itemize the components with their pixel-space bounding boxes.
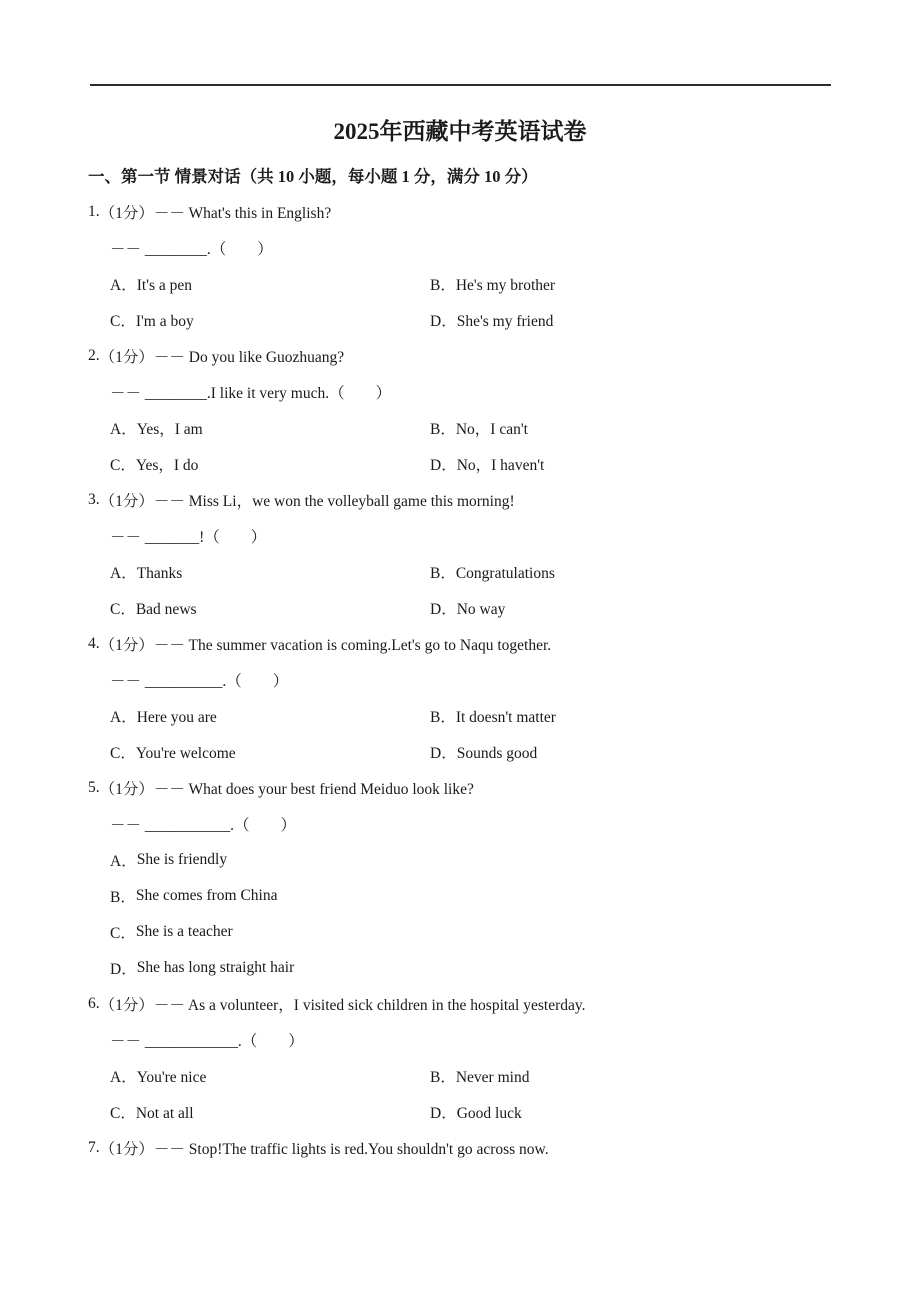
question-stem-line — [88, 1130, 920, 1166]
option-c — [110, 741, 430, 763]
option-c-label: C． — [110, 925, 136, 942]
option-c — [88, 914, 920, 950]
option-c-label: C． — [110, 457, 136, 474]
option-a-text: She is friendly — [136, 851, 228, 868]
page-title: 2025年西藏中考英语试卷 — [333, 119, 587, 144]
option-b-text: It doesn't matter — [455, 709, 556, 726]
question-score: （1分） — [99, 349, 154, 366]
option-d-label: D． — [110, 961, 137, 978]
option-b-label: B． — [430, 277, 456, 294]
question-5 — [88, 770, 920, 986]
option-b — [430, 561, 555, 583]
question-7 — [88, 1130, 920, 1166]
option-c — [110, 597, 430, 619]
option-d-label: D． — [430, 601, 457, 618]
option-d-label: D． — [430, 313, 457, 330]
answer-blank-line — [88, 230, 920, 266]
option-c-text: Yes，I do — [135, 457, 199, 474]
question-stem-line — [88, 626, 920, 662]
answer-blank-line — [88, 518, 920, 554]
question-stem-line — [88, 194, 920, 230]
answer-blank-line — [88, 806, 920, 842]
option-a-label: A． — [110, 565, 137, 582]
top-divider-line — [90, 84, 831, 86]
option-a-text: It's a pen — [136, 277, 193, 294]
option-c-text: She is a teacher — [135, 923, 233, 940]
question-score: （1分） — [99, 205, 154, 222]
question-2 — [88, 338, 920, 482]
question-1 — [88, 194, 920, 338]
option-a — [110, 561, 430, 583]
question-stem: －－ The summer vacation is coming.Let's go to Naqu together. — [153, 637, 552, 654]
option-d-label: D． — [430, 1105, 457, 1122]
option-c — [110, 453, 430, 475]
question-stem: －－ What does your best friend Meiduo look like? — [153, 781, 474, 798]
answer-blank-line — [88, 1022, 920, 1058]
options-row — [88, 410, 920, 446]
question-stem: －－ Miss Li，we won the volleyball game this morning! — [153, 493, 515, 510]
question-number: 1. — [88, 203, 100, 220]
option-b-label: B． — [430, 1069, 456, 1086]
option-b-label: B． — [110, 889, 136, 906]
question-score: （1分） — [99, 997, 154, 1014]
option-b-text: She comes from China — [135, 887, 278, 904]
options-row — [88, 734, 920, 770]
answer-blank: －－ ___________.（ ） — [110, 817, 297, 834]
section-heading: 一、第一节 情景对话（共 10 小题，每小题 1 分，满分 10 分） — [88, 167, 538, 186]
options-row — [88, 698, 920, 734]
question-3 — [88, 482, 920, 626]
option-c-label: C． — [110, 1105, 136, 1122]
option-d — [430, 741, 537, 763]
option-d — [430, 1101, 522, 1123]
question-number: 4. — [88, 635, 100, 652]
option-c-text: Not at all — [135, 1105, 194, 1122]
options-row — [88, 266, 920, 302]
question-stem: －－ What's this in English? — [153, 205, 332, 222]
question-stem-line — [88, 986, 920, 1022]
option-b — [430, 417, 528, 439]
option-a — [110, 705, 430, 727]
option-a-text: Thanks — [136, 565, 183, 582]
questions-list — [88, 194, 920, 1166]
option-c — [110, 1101, 430, 1123]
option-d-text: She has long straight hair — [136, 959, 295, 976]
option-c — [110, 309, 430, 331]
option-b — [430, 273, 555, 295]
option-c-text: I'm a boy — [135, 313, 194, 330]
option-c-text: Bad news — [135, 601, 197, 618]
question-4 — [88, 626, 920, 770]
option-a-text: Here you are — [136, 709, 217, 726]
question-number: 6. — [88, 995, 100, 1012]
option-d — [430, 597, 505, 619]
option-a-text: You're nice — [136, 1069, 207, 1086]
question-score: （1分） — [99, 493, 154, 510]
option-b — [88, 878, 920, 914]
option-d — [430, 453, 544, 475]
option-b — [430, 1065, 529, 1087]
option-a — [110, 1065, 430, 1087]
option-b-text: Never mind — [455, 1069, 530, 1086]
answer-blank: －－ ________.（ ） — [110, 241, 273, 258]
options-row — [88, 302, 920, 338]
answer-blank: －－ ________.I like it very much.（ ） — [110, 385, 392, 402]
option-b-label: B． — [430, 709, 456, 726]
question-number: 3. — [88, 491, 100, 508]
option-a-text: Yes，I am — [136, 421, 203, 438]
question-number: 7. — [88, 1139, 100, 1156]
option-a-label: A． — [110, 853, 137, 870]
option-d-text: No，I haven't — [456, 457, 545, 474]
option-a-label: A． — [110, 709, 137, 726]
option-d-text: Good luck — [456, 1105, 522, 1122]
option-d-text: Sounds good — [456, 745, 538, 762]
option-a-label: A． — [110, 421, 137, 438]
option-a — [110, 273, 430, 295]
option-d-label: D． — [430, 745, 457, 762]
question-score: （1分） — [99, 1141, 154, 1158]
answer-blank: －－ __________.（ ） — [110, 673, 289, 690]
option-d-text: No way — [456, 601, 506, 618]
options-row — [88, 1094, 920, 1130]
answer-blank-line — [88, 662, 920, 698]
option-c-label: C． — [110, 313, 136, 330]
option-a — [110, 417, 430, 439]
option-b — [430, 705, 556, 727]
option-b-label: B． — [430, 565, 456, 582]
question-stem-line — [88, 482, 920, 518]
option-d-text: She's my friend — [456, 313, 554, 330]
option-a-label: A． — [110, 277, 137, 294]
option-a — [88, 842, 920, 878]
option-d — [430, 309, 553, 331]
question-stem: －－ Do you like Guozhuang? — [153, 349, 345, 366]
option-c-label: C． — [110, 745, 136, 762]
question-stem-line — [88, 338, 920, 374]
answer-blank-line — [88, 374, 920, 410]
options-row — [88, 446, 920, 482]
question-score: （1分） — [99, 781, 154, 798]
option-b-text: He's my brother — [455, 277, 556, 294]
answer-blank: －－ ____________.（ ） — [110, 1033, 304, 1050]
options-row — [88, 590, 920, 626]
options-row — [88, 1058, 920, 1094]
question-6 — [88, 986, 920, 1130]
option-c-label: C． — [110, 601, 136, 618]
options-row — [88, 554, 920, 590]
option-c-text: You're welcome — [135, 745, 236, 762]
option-d-label: D． — [430, 457, 457, 474]
question-number: 2. — [88, 347, 100, 364]
option-d — [88, 950, 920, 986]
option-b-text: Congratulations — [455, 565, 555, 582]
question-stem: －－ As a volunteer，I visited sick children in the hospital yesterday. — [153, 997, 586, 1014]
question-stem-line — [88, 770, 920, 806]
question-score: （1分） — [99, 637, 154, 654]
option-b-text: No，I can't — [455, 421, 528, 438]
option-b-label: B． — [430, 421, 456, 438]
option-a-label: A． — [110, 1069, 137, 1086]
question-stem: －－ Stop!The traffic lights is red.You shouldn't go across now. — [153, 1141, 549, 1158]
answer-blank: －－ _______!（ ） — [110, 529, 267, 546]
question-number: 5. — [88, 779, 100, 796]
